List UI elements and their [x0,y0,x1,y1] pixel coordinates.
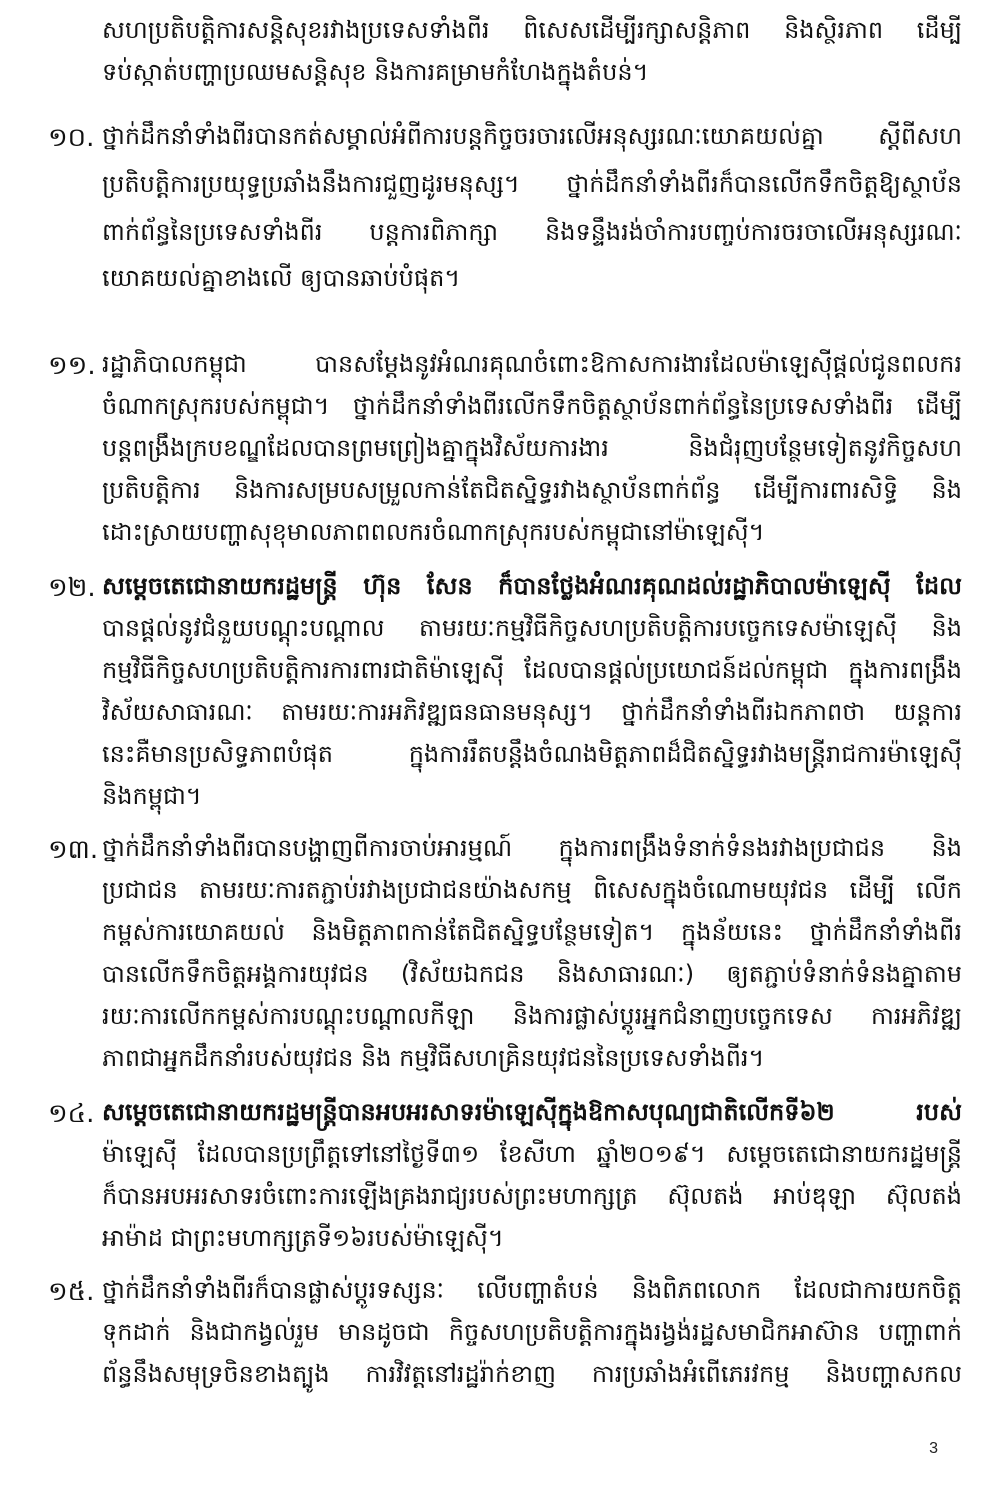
text-line: ថ្នាក់ដឹកនាំទាំងពីរបានកត់សម្គាល់អំពីការបន្តកិច្ចចរចារលើអនុស្សរណៈយោគយល់គ្នា ស្តីពីសហ [102,122,962,150]
text-line: នេះគឺមានប្រសិទ្ធភាពបំផុត ក្នុងការរឹតបន្តឹងចំណងមិត្តភាពដ៏ជិតស្និទ្ធរវាងមន្រ្តីរាជការម៉ាឡេស៊ី [102,740,962,768]
text-line: ទុកដាក់ និងជាកង្វល់រួម មានដូចជា កិច្ចសហប្រតិបត្តិការក្នុងរង្វង់រដ្ឋសមាជិកអាស៊ាន បញ្ហាពាក់ [102,1318,962,1346]
text-line: បន្តពង្រឹងក្របខណ្ឌដែលបានព្រមព្រៀងគ្នាក្នុងវិស័យការងារ និងជំរុញបន្ថែមទៀតនូវកិច្ចសហ [102,434,962,462]
text-line: ភាពជាអ្នកដឹកនាំរបស់យុវជន និង កម្មវិធីសហគ្រិនយុវជននៃប្រទេសទាំងពីរ។ [102,1044,765,1072]
text-line: ប្រតិបត្តិការប្រយុទ្ធប្រឆាំងនឹងការជួញដូរមនុស្ស។ ថ្នាក់ដឹកនាំទាំងពីរក៏បានលើកទឹកចិត្តឱ្យស្ថាប័ន [102,170,962,198]
text-line: និងកម្ពុជា។ [102,782,202,810]
paragraph-number: ១១. [48,351,96,381]
text-line: ពាក់ព័ន្ធនៃប្រទេសទាំងពីរ បន្តការពិភាក្សា និងទន្ទឹងរង់ចាំការបញ្ចប់ការចរចាលើអនុស្សរណៈ [102,218,962,246]
paragraph-number: ១២. [48,573,96,603]
text-line: សម្តេចតេជោនាយករដ្ឋមន្រ្តីបានអបអរសាទរម៉ាឡេស៊ីក្នុងឱកាសបុណ្យជាតិលើកទី៦២ របស់ [102,1098,962,1126]
page-number: 3 [929,1440,938,1457]
paragraph-number: ១៥. [48,1277,95,1307]
text-line: ទប់ស្កាត់បញ្ហាប្រឈមសន្តិសុខ និងការគម្រាមកំហែងក្នុងតំបន់។ [102,58,649,86]
text-line: បានផ្តល់នូវជំនួយបណ្តុះបណ្តាល តាមរយៈកម្មវិធីកិច្ចសហប្រតិបត្តិការបច្ចេកទេសម៉ាឡេស៊ី និង [102,614,962,642]
text-line: ប្រជាជន តាមរយៈការតភ្ជាប់រវាងប្រជាជនយ៉ាងសកម្ម ពិសេសក្នុងចំណោមយុវជន ដើម្បី លើក [102,876,962,904]
text-line: រដ្ឋាភិបាលកម្ពុជា បានសម្តែងនូវអំណរគុណចំពោះឱកាសការងារដែលម៉ាឡេស៊ីផ្តល់ជូនពលករ [102,350,962,378]
text-line: ប្រតិបត្តិការ និងការសម្របសម្រួលកាន់តែជិតស្និទ្ធរវាងស្ថាប័នពាក់ព័ន្ធ ដើម្បីការពារសិទ្ធិ និង [102,476,962,504]
text-line: ចំណាកស្រុករបស់កម្ពុជា។ ថ្នាក់ដឹកនាំទាំងពីរលើកទឹកចិត្តស្ថាប័នពាក់ព័ន្ធនៃប្រទេសទាំងពីរ ដើម្បី [102,392,962,420]
text-line: វិស័យសាធារណៈ តាមរយៈការអភិវឌ្ឍធនធានមនុស្ស។ ថ្នាក់ដឹកនាំទាំងពីរឯកភាពថា យន្តការ [102,698,962,726]
text-line: សហប្រតិបត្តិការសន្តិសុខរវាងប្រទេសទាំងពីរ ពិសេសដើម្បីរក្សាសន្តិភាព និងស្ថិរភាព ដើម្បី [102,16,962,44]
text-line: អាម៉ាដ ជាព្រះមហាក្សត្រទី១៦របស់ម៉ាឡេស៊ី។ [102,1224,504,1252]
text-line: ថ្នាក់ដឹកនាំទាំងពីរបានបង្ហាញពីការចាប់អារម្មណ៍ ក្នុងការពង្រឹងទំនាក់ទំនងរវាងប្រជាជន និង [102,834,962,862]
text-line: រយៈការលើកកម្ពស់ការបណ្តុះបណ្តាលកីឡា និងការផ្លាស់ប្តូរអ្នកជំនាញបច្ចេកទេស ការអភិវឌ្ឍ [102,1002,962,1030]
text-line: បានលើកទឹកចិត្តអង្គការយុវជន (វិស័យឯកជន និងសាធារណៈ) ឲ្យតភ្ជាប់ទំនាក់ទំនងគ្នាតាម [102,960,962,988]
paragraph-number: ១៣. [48,835,99,865]
text-line: ដោះស្រាយបញ្ហាសុខុមាលភាពពលករចំណាកស្រុករបស់កម្ពុជានៅម៉ាឡេស៊ី។ [102,518,765,546]
text-line: ព័ន្ធនឹងសមុទ្រចិនខាងត្បូង ការវិវត្តនៅរដ្ឋរ៉ាក់ខាញ ការប្រឆាំងអំពើភេរវកម្ម និងបញ្ហាសកល [102,1360,962,1388]
text-line: សម្តេចតេជោនាយករដ្ឋមន្រ្តី ហ៊ុន សែន ក៏បានថ្លែងអំណរគុណដល់រដ្ឋាភិបាលម៉ាឡេស៊ី ដែល [102,572,962,600]
paragraph-number: ១០. [48,123,95,153]
paragraph-number: ១៤. [48,1099,95,1129]
text-line: កម្ពស់ការយោគយល់ និងមិត្តភាពកាន់តែជិតស្និទ្ធបន្ថែមទៀត។ ក្នុងន័យនេះ ថ្នាក់ដឹកនាំទាំងពីរ [102,918,962,946]
text-line: ម៉ាឡេស៊ី ដែលបានប្រព្រឹត្តទៅនៅថ្ងៃទី៣១ ខែសីហា ឆ្នាំ២០១៩។ សម្តេចតេជោនាយករដ្ឋមន្រ្តី [102,1140,962,1168]
text-line: ក៏បានអបអរសាទរចំពោះការឡើងគ្រងរាជ្យរបស់ព្រះមហាក្សត្រ ស៊ុលតង់ អាប់ឌុឡា ស៊ុលតង់ [102,1182,962,1210]
text-line: ថ្នាក់ដឹកនាំទាំងពីរក៏បានផ្លាស់ប្តូរទស្សនៈ លើបញ្ហាតំបន់ និងពិភពលោក ដែលជាការយកចិត្ត [102,1276,962,1304]
text-line: យោគយល់គ្នាខាងលើ ឲ្យបានឆាប់បំផុត។ [102,264,461,292]
text-line: កម្មវិធីកិច្ចសហប្រតិបត្តិការការពារជាតិម៉ាឡេស៊ី ដែលបានផ្តល់ប្រយោជន៍ដល់កម្ពុជា ក្នុងការពង្រឹង [102,656,962,684]
